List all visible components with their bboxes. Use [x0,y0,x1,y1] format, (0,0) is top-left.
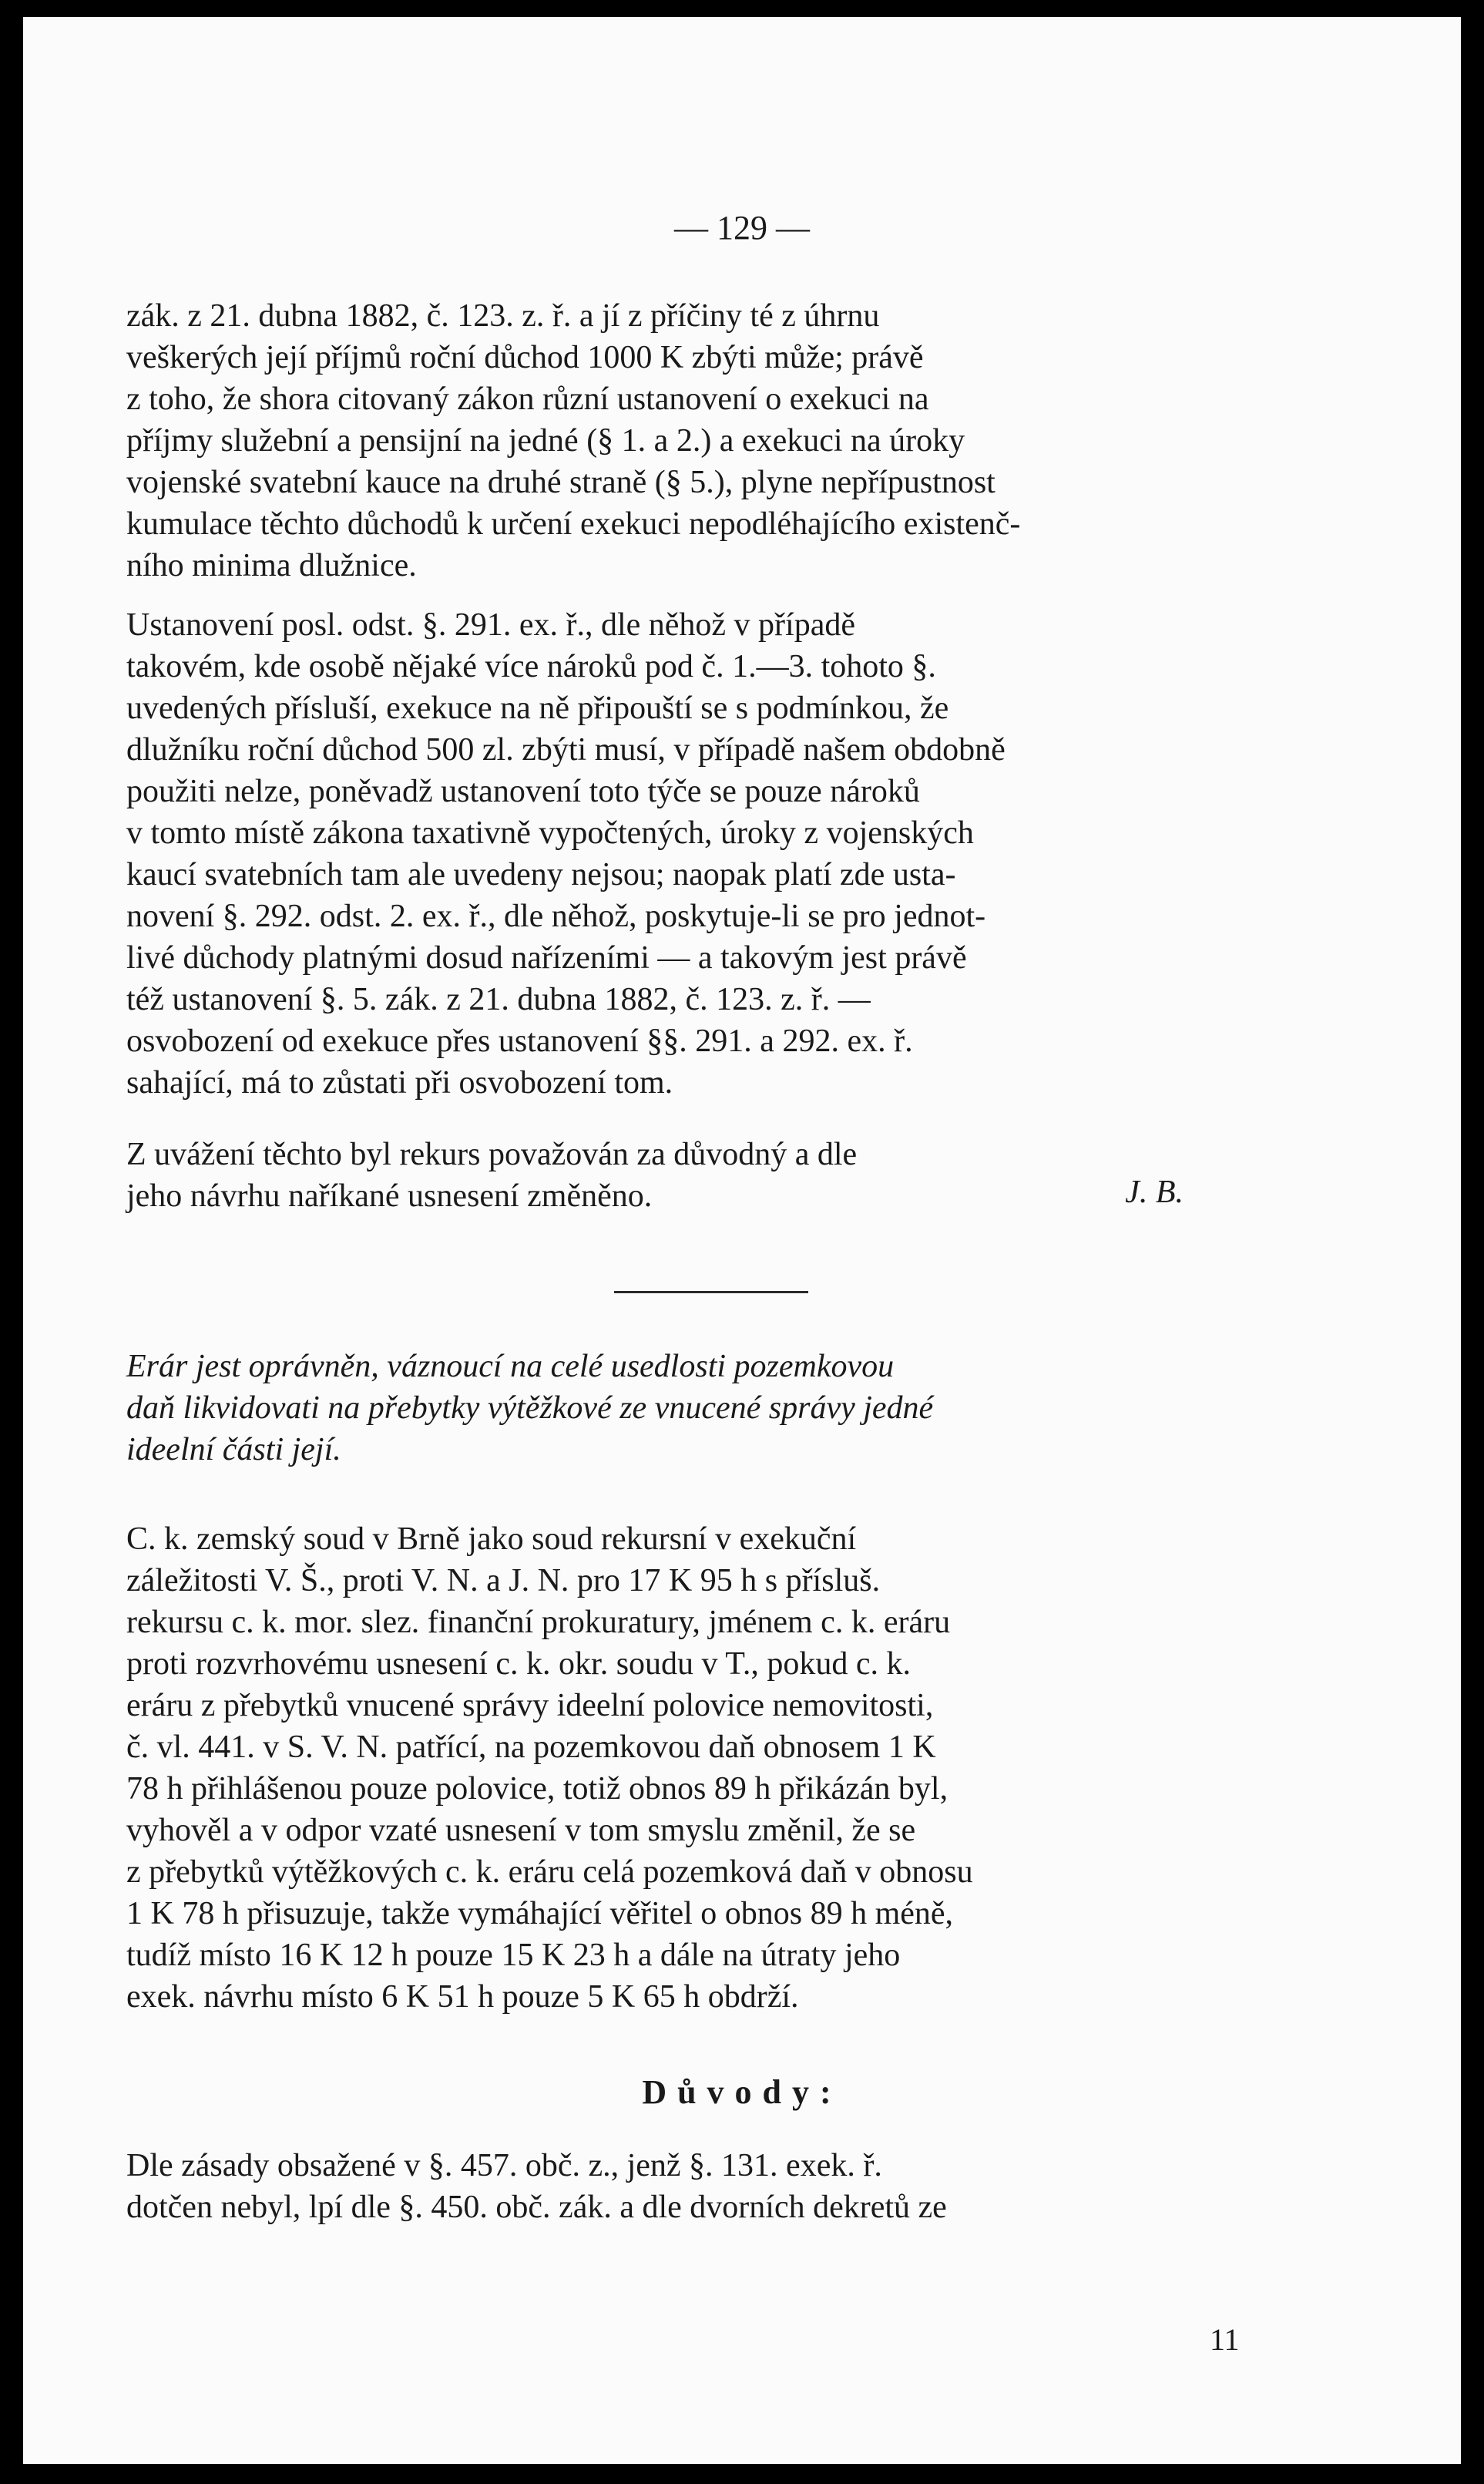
document-page [23,17,1461,2464]
paragraph-text: Ustanovení posl. odst. §. 291. ex. ř., dle něhož v případě takovém, kde osobě nějaké více nároků pod č. 1.—3. tohoto §. uvedených přísluší, exekuce na ně připouští se s podmínkou, že dlužníku roční důchod 500 zl. zbýti musí, v případě našem obdobně použiti nelze, poněvadž ustanovení toto týče se pouze nároků v tomto místě zákona taxativně vypočtených, úroky z vojenských kaucí svatebních tam ale uvedeny nejsou; naopak platí zde usta- novení §. 292. odst. 2. ex. ř., dle něhož, poskytuje-li se pro jednot- livé důchody platnými dosud nařízeními — a takovým jest právě též ustanovení §. 5. zák. z 21. dubna 1882, č. 123. z. ř. — osvobození od exekuce přes ustanovení §§. 291. a 292. ex. ř. sahající, má to zůstati při osvobození tom. [126,607,1006,1101]
section-heading-duvody: Důvody: [642,2073,842,2111]
section-divider [614,1291,808,1293]
paragraph-text: Z uvážení těchto byl rekurs považován za důvodný a dle jeho návrhu naříkané usnesení změněno. [126,1137,858,1214]
headnote-text: Erár jest oprávněn, váznoucí na celé usedlosti pozemkovou daň likvidovati na přebytky výtěžkové ze vnucené správy jedné ideelní části její. [126,1349,934,1467]
paragraph-4 [126,1518,1318,2018]
paragraph-5 [126,2145,1318,2228]
paragraph-1 [126,295,1318,587]
paragraph-text: C. k. zemský soud v Brně jako soud rekursní v exekuční záležitosti V. Š., proti V. N. a J. N. pro 17 K 95 h s přísluš. rekursu c. k. mor. slez. finanční prokuratury, jménem c. k. eráru proti rozvrhovému usnesení c. k. okr. soudu v T., pokud c. k. eráru z přebytků vnucené správy ideelní polovice nemovitosti, č. vl. 441. v S. V. N. patřící, na pozemkovou daň obnosem 1 K 78 h přihlášenou pouze polovice, totiž obnos 89 h přikázán byl, vyhověl a v odpor vzaté usnesení v tom smyslu změnil, že se z přebytků výtěžkových c. k. eráru celá pozemková daň v obnosu 1 K 78 h přisuzuje, takže vymáhající věřitel o obnos 89 h méně, tudíž místo 16 K 12 h pouze 15 K 23 h a dále na útraty jeho exek. návrhu místo 6 K 51 h pouze 5 K 65 h obdrží. [126,1521,973,2015]
page-number: — 129 — [674,209,810,247]
case-headnote [126,1346,1318,1471]
paragraph-text: zák. z 21. dubna 1882, č. 123. z. ř. a jí z příčiny té z úhrnu veškerých její příjmů roční důchod 1000 K zbýti může; právě z toho, že shora citovaný zákon různí ustanovení o exekuci na příjmy služební a pensijní na jedné (§ 1. a 2.) a exekuci na úroky vojenské svatební kauce na druhé straně (§ 5.), plyne nepřípustnost kumulace těchto důchodů k určení exekuci nepodléhajícího existenč- ního minima dlužnice. [126,298,1021,583]
sheet-signature-mark: 11 [1210,2322,1240,2357]
author-initials: J. B. [1125,1175,1184,1210]
paragraph-text: Dle zásady obsažené v §. 457. obč. z., jenž §. 131. exek. ř. dotčen nebyl, lpí dle §. 450. obč. zák. a dle dvorních dekretů ze [126,2148,947,2225]
paragraph-2 [126,604,1318,1104]
